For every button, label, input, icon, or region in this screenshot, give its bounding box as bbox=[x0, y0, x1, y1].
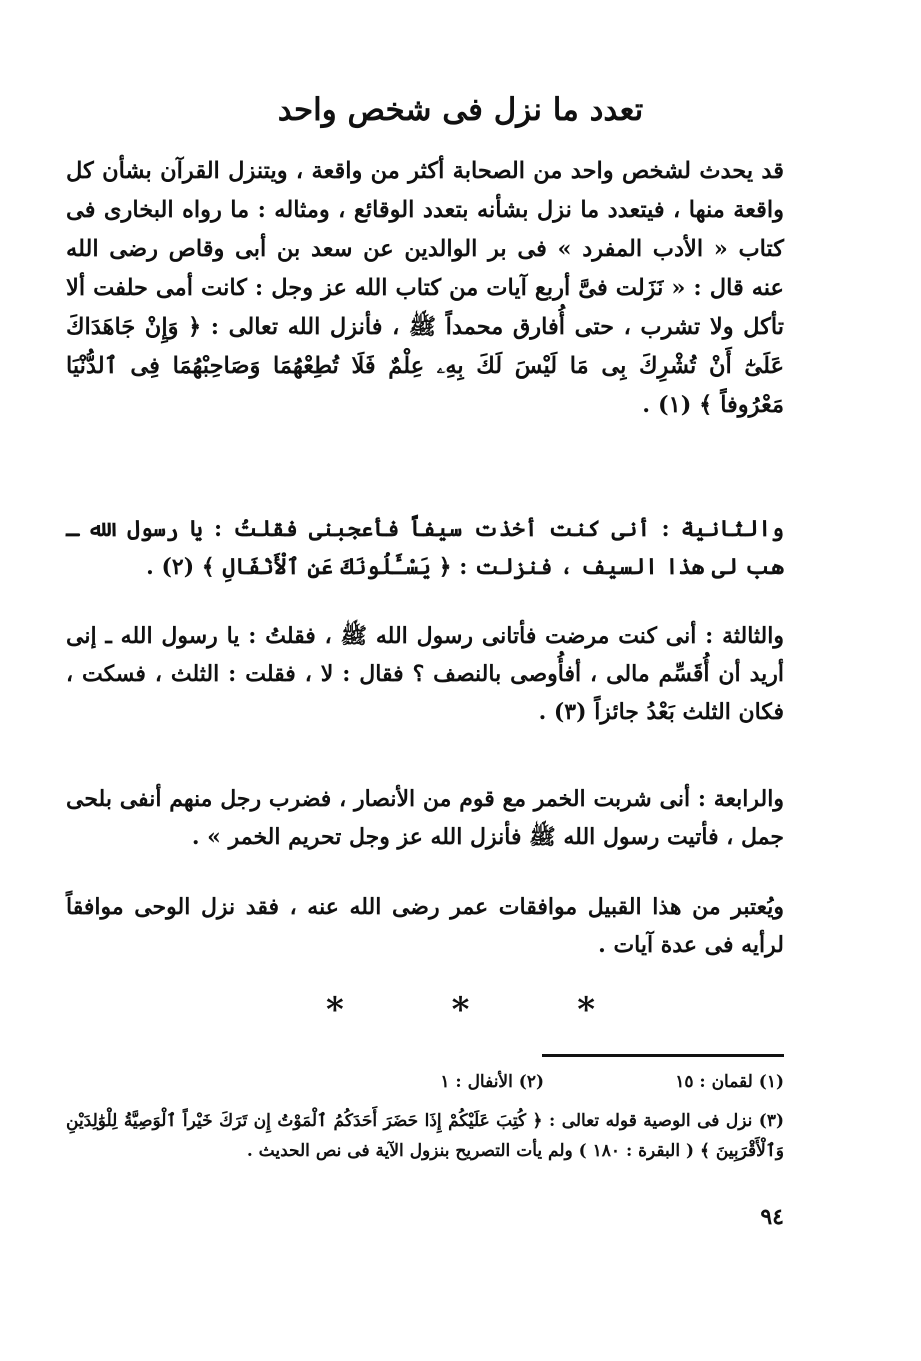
footnotes-row bbox=[66, 1072, 784, 1102]
footnote-1: (١) لقمان : ١٥ bbox=[675, 1072, 784, 1092]
paragraph-second: والثانية : أنى كنت أخذت سيفاً فأعجبنى فقلتُ : يا رسول الله ـ هب لى هذا السيف ، فنزلت : ﴿ يَسْـَٔلُونَكَ عَنِ ٱلْأَنْفَالِ ﴾ (٢) . bbox=[66, 516, 784, 580]
paragraph-fourth: والرابعة : أنى شربت الخمر مع قوم من الأنصار ، فضرب رجل منهم أنفى بلحى جمل ، فأتيت رسول الله ﷺ فأنزل الله عز وجل تحريم الخمر » . bbox=[66, 786, 784, 850]
section-separator: * * * bbox=[325, 990, 643, 1030]
footnote-3: (٣) نزل فى الوصية قوله تعالى : ﴿ كُتِبَ عَلَيْكُمْ إِذَا حَضَرَ أَحَدَكُمُ ٱلْمَوْتُ إِن تَرَكَ خَيْراً ٱلْوَصِيَّةُ لِلْوَٰلِدَيْنِ وَٱلْأَقْرَبِينَ ﴾ ( البقرة : ١٨٠ ) ولم يأت التصريح بنزول الآية فى نص الحديث . bbox=[66, 1111, 784, 1161]
paragraph-umar: ويُعتبر من هذا القبيل موافقات عمر رضى الله عنه ، فقد نزل الوحى موافقاً لرأيه فى عدة آيات . bbox=[66, 894, 784, 958]
page-number: ٩٤ bbox=[760, 1204, 784, 1230]
footnote-2: (٢) الأنفال : ١ bbox=[440, 1072, 544, 1092]
paragraph-third: والثالثة : أنى كنت مرضت فأتانى رسول الله ﷺ ، فقلتُ : يا رسول الله ـ إنى أريد أن أُقَسِّم مالى ، أفأُوصى بالنصف ؟ فقال : لا ، فقلت : الثلث ، فسكت ، فكان الثلث بَعْدُ جائزاً (٣) . bbox=[66, 623, 785, 725]
paragraph-intro: قد يحدث لشخص واحد من الصحابة أكثر من واقعة ، ويتنزل القرآن بشأن كل واقعة منها ، فيتعدد ما نزل بشأنه بتعدد الوقائع ، ومثاله : ما رواه البخارى فى كتاب « الأدب المفرد » فى بر الوالدين عن سعد بن أبى وقاص رضى الله عنه قال : « نَزَلت فىَّ أربع آيات من كتاب الله عز وجل : كانت أمى حلفت ألا تأكل ولا تشرب ، حتى أُفارق محمداً ﷺ ، فأنزل الله تعالى : ﴿ وَإِنْ جَاهَدَاكَ عَلَىٰٓ أَنْ تُشْرِكَ بِى مَا لَيْسَ لَكَ بِهِۦ عِلْمٌ فَلَا تُطِعْهُمَا وَصَاحِبْهُمَا فِى ٱلدُّنْيَا مَعْرُوفاً ﴾ (١) . bbox=[66, 158, 784, 418]
section-title: تعدد ما نزل فى شخص واحد bbox=[277, 92, 644, 128]
footnote-divider bbox=[542, 1054, 784, 1057]
